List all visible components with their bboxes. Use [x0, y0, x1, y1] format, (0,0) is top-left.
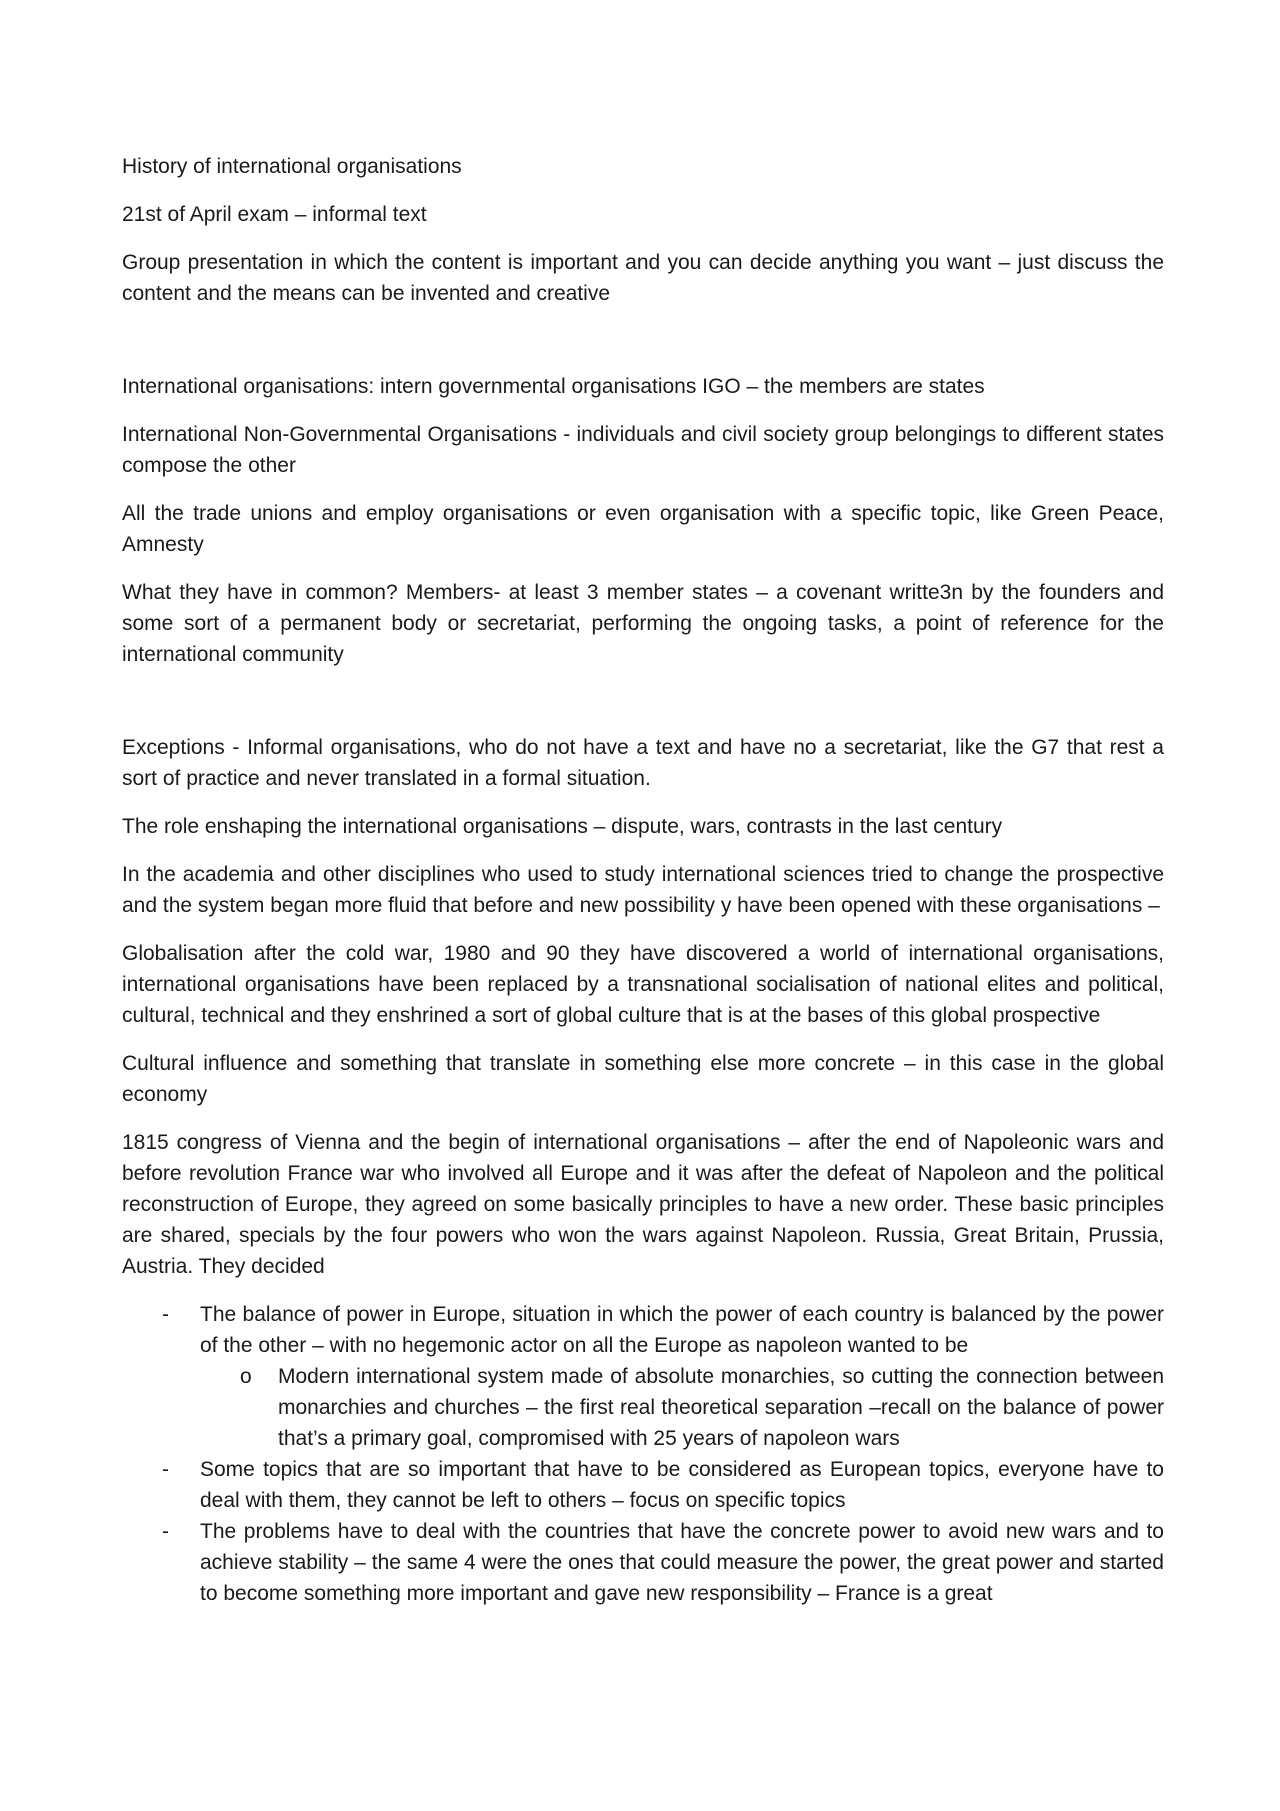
sub-list-item-text: Modern international system made of absolute monarchies, so cutting the connection between monarchies and churches – the first real theoretical separation –recall on the balance of power that’s a primary goal, compromised with 25 years of napoleon wars [278, 1365, 1164, 1450]
paragraph: International organisations: intern governmental organisations IGO – the members are states [122, 375, 985, 398]
list-item [122, 1299, 1164, 1454]
circle-marker: o [240, 1365, 252, 1388]
dash-marker: - [162, 1303, 169, 1326]
exam-line: 21st of April exam – informal text [122, 203, 427, 226]
spacer [122, 326, 1164, 371]
list-item-text: Some topics that are so important that have to be considered as European topics, everyone have to deal with them, they cannot be left to others – focus on specific topics [200, 1458, 1164, 1512]
paragraph: Globalisation after the cold war, 1980 and 90 they have discovered a world of international organisations, international organisations have been replaced by a transnational socialisation of national elites and political, cultural, technical and they enshrined a sort of global culture that is at the bases of this global prospective [122, 942, 1164, 1027]
list-item-text: The problems have to deal with the countries that have the concrete power to avoid new wars and to achieve stability – the same 4 were the ones that could measure the power, the great power and started to become something more important and gave new responsibility – France is a great [200, 1520, 1164, 1605]
document-title: History of international organisations [122, 155, 462, 178]
paragraph: Group presentation in which the content is important and you can decide anything you want – just discuss the content and the means can be invented and creative [122, 251, 1164, 305]
paragraph: International Non-Governmental Organisations - individuals and civil society group belongings to different states compose the other [122, 423, 1164, 477]
paragraph: Cultural influence and something that translate in something else more concrete – in this case in the global economy [122, 1052, 1164, 1106]
sub-list-item [200, 1361, 1164, 1454]
list-item [122, 1516, 1164, 1609]
paragraph: The role enshaping the international organisations – dispute, wars, contrasts in the last century [122, 815, 1003, 838]
list-item-text: The balance of power in Europe, situation in which the power of each country is balanced by the power of the other – with no hegemonic actor on all the Europe as napoleon wanted to be [200, 1303, 1164, 1357]
dash-marker: - [162, 1458, 169, 1481]
bullet-list [122, 1299, 1164, 1609]
document-page [122, 151, 1164, 1609]
paragraph: In the academia and other disciplines who used to study international sciences tried to change the prospective and the system began more fluid that before and new possibility y have been opened with these organisations – [122, 863, 1164, 917]
paragraph: What they have in common? Members- at least 3 member states – a covenant writte3n by the founders and some sort of a permanent body or secretariat, performing the ongoing tasks, a point of reference for the international community [122, 581, 1164, 666]
paragraph: Exceptions - Informal organisations, who do not have a text and have no a secretariat, like the G7 that rest a sort of practice and never translated in a formal situation. [122, 736, 1164, 790]
paragraph: 1815 congress of Vienna and the begin of international organisations – after the end of Napoleonic wars and before revolution France war who involved all Europe and it was after the defeat of Napoleon and the political reconstruction of Europe, they agreed on some basically principles to have a new order. These basic principles are shared, specials by the four powers who won the wars against Napoleon. Russia, Great Britain, Prussia, Austria. They decided [122, 1131, 1164, 1278]
paragraph: All the trade unions and employ organisations or even organisation with a specific topic, like Green Peace, Amnesty [122, 502, 1164, 556]
sub-list [200, 1361, 1164, 1454]
spacer [122, 687, 1164, 732]
dash-marker: - [162, 1520, 169, 1543]
list-item [122, 1454, 1164, 1516]
